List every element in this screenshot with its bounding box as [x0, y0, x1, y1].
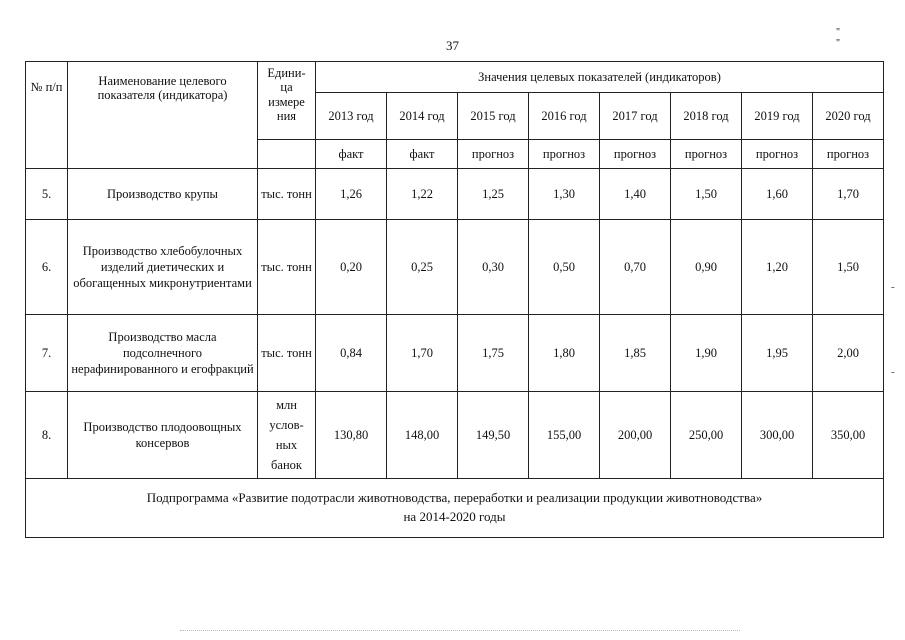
value-cell: 1,20	[742, 220, 813, 315]
value-cell: 2,00	[813, 315, 884, 392]
indicators-table	[25, 61, 884, 538]
year-header: 2015 год	[458, 93, 529, 140]
row-number: 5.	[26, 169, 68, 220]
table-row	[26, 169, 884, 220]
year-header: 2016 год	[529, 93, 600, 140]
row-number: 8.	[26, 392, 68, 479]
value-cell: 0,50	[529, 220, 600, 315]
value-cell: 0,25	[387, 220, 458, 315]
status-header: прогноз	[600, 140, 671, 169]
table-row	[26, 220, 884, 315]
status-header: прогноз	[671, 140, 742, 169]
value-cell: 148,00	[387, 392, 458, 479]
scan-corner-marks: " "	[836, 27, 863, 49]
value-cell: 1,26	[316, 169, 387, 220]
value-cell: 130,80	[316, 392, 387, 479]
col-values-header: Значения целевых показателей (индикаторов)	[316, 62, 884, 93]
subprogram-title-line-1: Подпрограмма «Развитие подотрасли животноводства, переработки и реализации продукции животноводства»	[146, 490, 763, 506]
status-header: факт	[316, 140, 387, 169]
subprogram-row	[26, 479, 884, 538]
value-cell: 149,50	[458, 392, 529, 479]
value-cell: 1,95	[742, 315, 813, 392]
col-name-header: Наименование целевого показателя (индикатора)	[68, 62, 258, 169]
value-cell: 1,60	[742, 169, 813, 220]
year-header: 2020 год	[813, 93, 884, 140]
table-row	[26, 392, 884, 479]
value-cell: 1,70	[387, 315, 458, 392]
year-header: 2019 год	[742, 93, 813, 140]
col-unit-header: Едини- ца измере ния	[258, 62, 316, 140]
scan-bottom-artifact	[180, 630, 740, 634]
value-cell: 300,00	[742, 392, 813, 479]
indicator-unit: тыс. тонн	[258, 220, 316, 315]
scan-margin-mark: -	[891, 366, 895, 378]
value-cell: 1,30	[529, 169, 600, 220]
indicator-name: Производство хлебобулочных изделий диетических и обогащенных микронутриентами	[68, 220, 258, 315]
scan-margin-mark: -	[891, 281, 895, 293]
value-cell: 250,00	[671, 392, 742, 479]
row-number: 6.	[26, 220, 68, 315]
row-number: 7.	[26, 315, 68, 392]
value-cell: 0,30	[458, 220, 529, 315]
value-cell: 1,80	[529, 315, 600, 392]
indicator-name: Производство плодоовощных консервов	[68, 392, 258, 479]
value-cell: 1,50	[671, 169, 742, 220]
value-cell: 1,90	[671, 315, 742, 392]
value-cell: 1,40	[600, 169, 671, 220]
year-header: 2013 год	[316, 93, 387, 140]
year-header: 2018 год	[671, 93, 742, 140]
status-header: факт	[387, 140, 458, 169]
value-cell: 200,00	[600, 392, 671, 479]
header-row-1	[26, 62, 884, 93]
indicator-unit: тыс. тонн	[258, 169, 316, 220]
page-number: 37	[446, 38, 459, 53]
unit-status-blank	[258, 140, 316, 169]
status-header: прогноз	[813, 140, 884, 169]
value-cell: 350,00	[813, 392, 884, 479]
indicator-unit: тыс. тонн	[258, 315, 316, 392]
status-header: прогноз	[458, 140, 529, 169]
status-header: прогноз	[742, 140, 813, 169]
value-cell: 1,25	[458, 169, 529, 220]
col-num-header: № п/п	[26, 62, 68, 169]
value-cell: 1,70	[813, 169, 884, 220]
value-cell: 1,75	[458, 315, 529, 392]
year-header: 2017 год	[600, 93, 671, 140]
value-cell: 0,90	[671, 220, 742, 315]
subprogram-title-line-2: на 2014-2020 годы	[403, 509, 506, 524]
indicator-name: Производство крупы	[68, 169, 258, 220]
value-cell: 1,85	[600, 315, 671, 392]
value-cell: 1,22	[387, 169, 458, 220]
value-cell: 155,00	[529, 392, 600, 479]
table-row	[26, 315, 884, 392]
value-cell: 0,84	[316, 315, 387, 392]
indicator-unit: млн услов- ных банок	[258, 392, 316, 479]
year-header: 2014 год	[387, 93, 458, 140]
status-header: прогноз	[529, 140, 600, 169]
value-cell: 1,50	[813, 220, 884, 315]
subprogram-heading	[26, 479, 884, 538]
value-cell: 0,20	[316, 220, 387, 315]
value-cell: 0,70	[600, 220, 671, 315]
indicator-name: Производство масла подсолнечного нерафинированного и егофракций	[68, 315, 258, 392]
